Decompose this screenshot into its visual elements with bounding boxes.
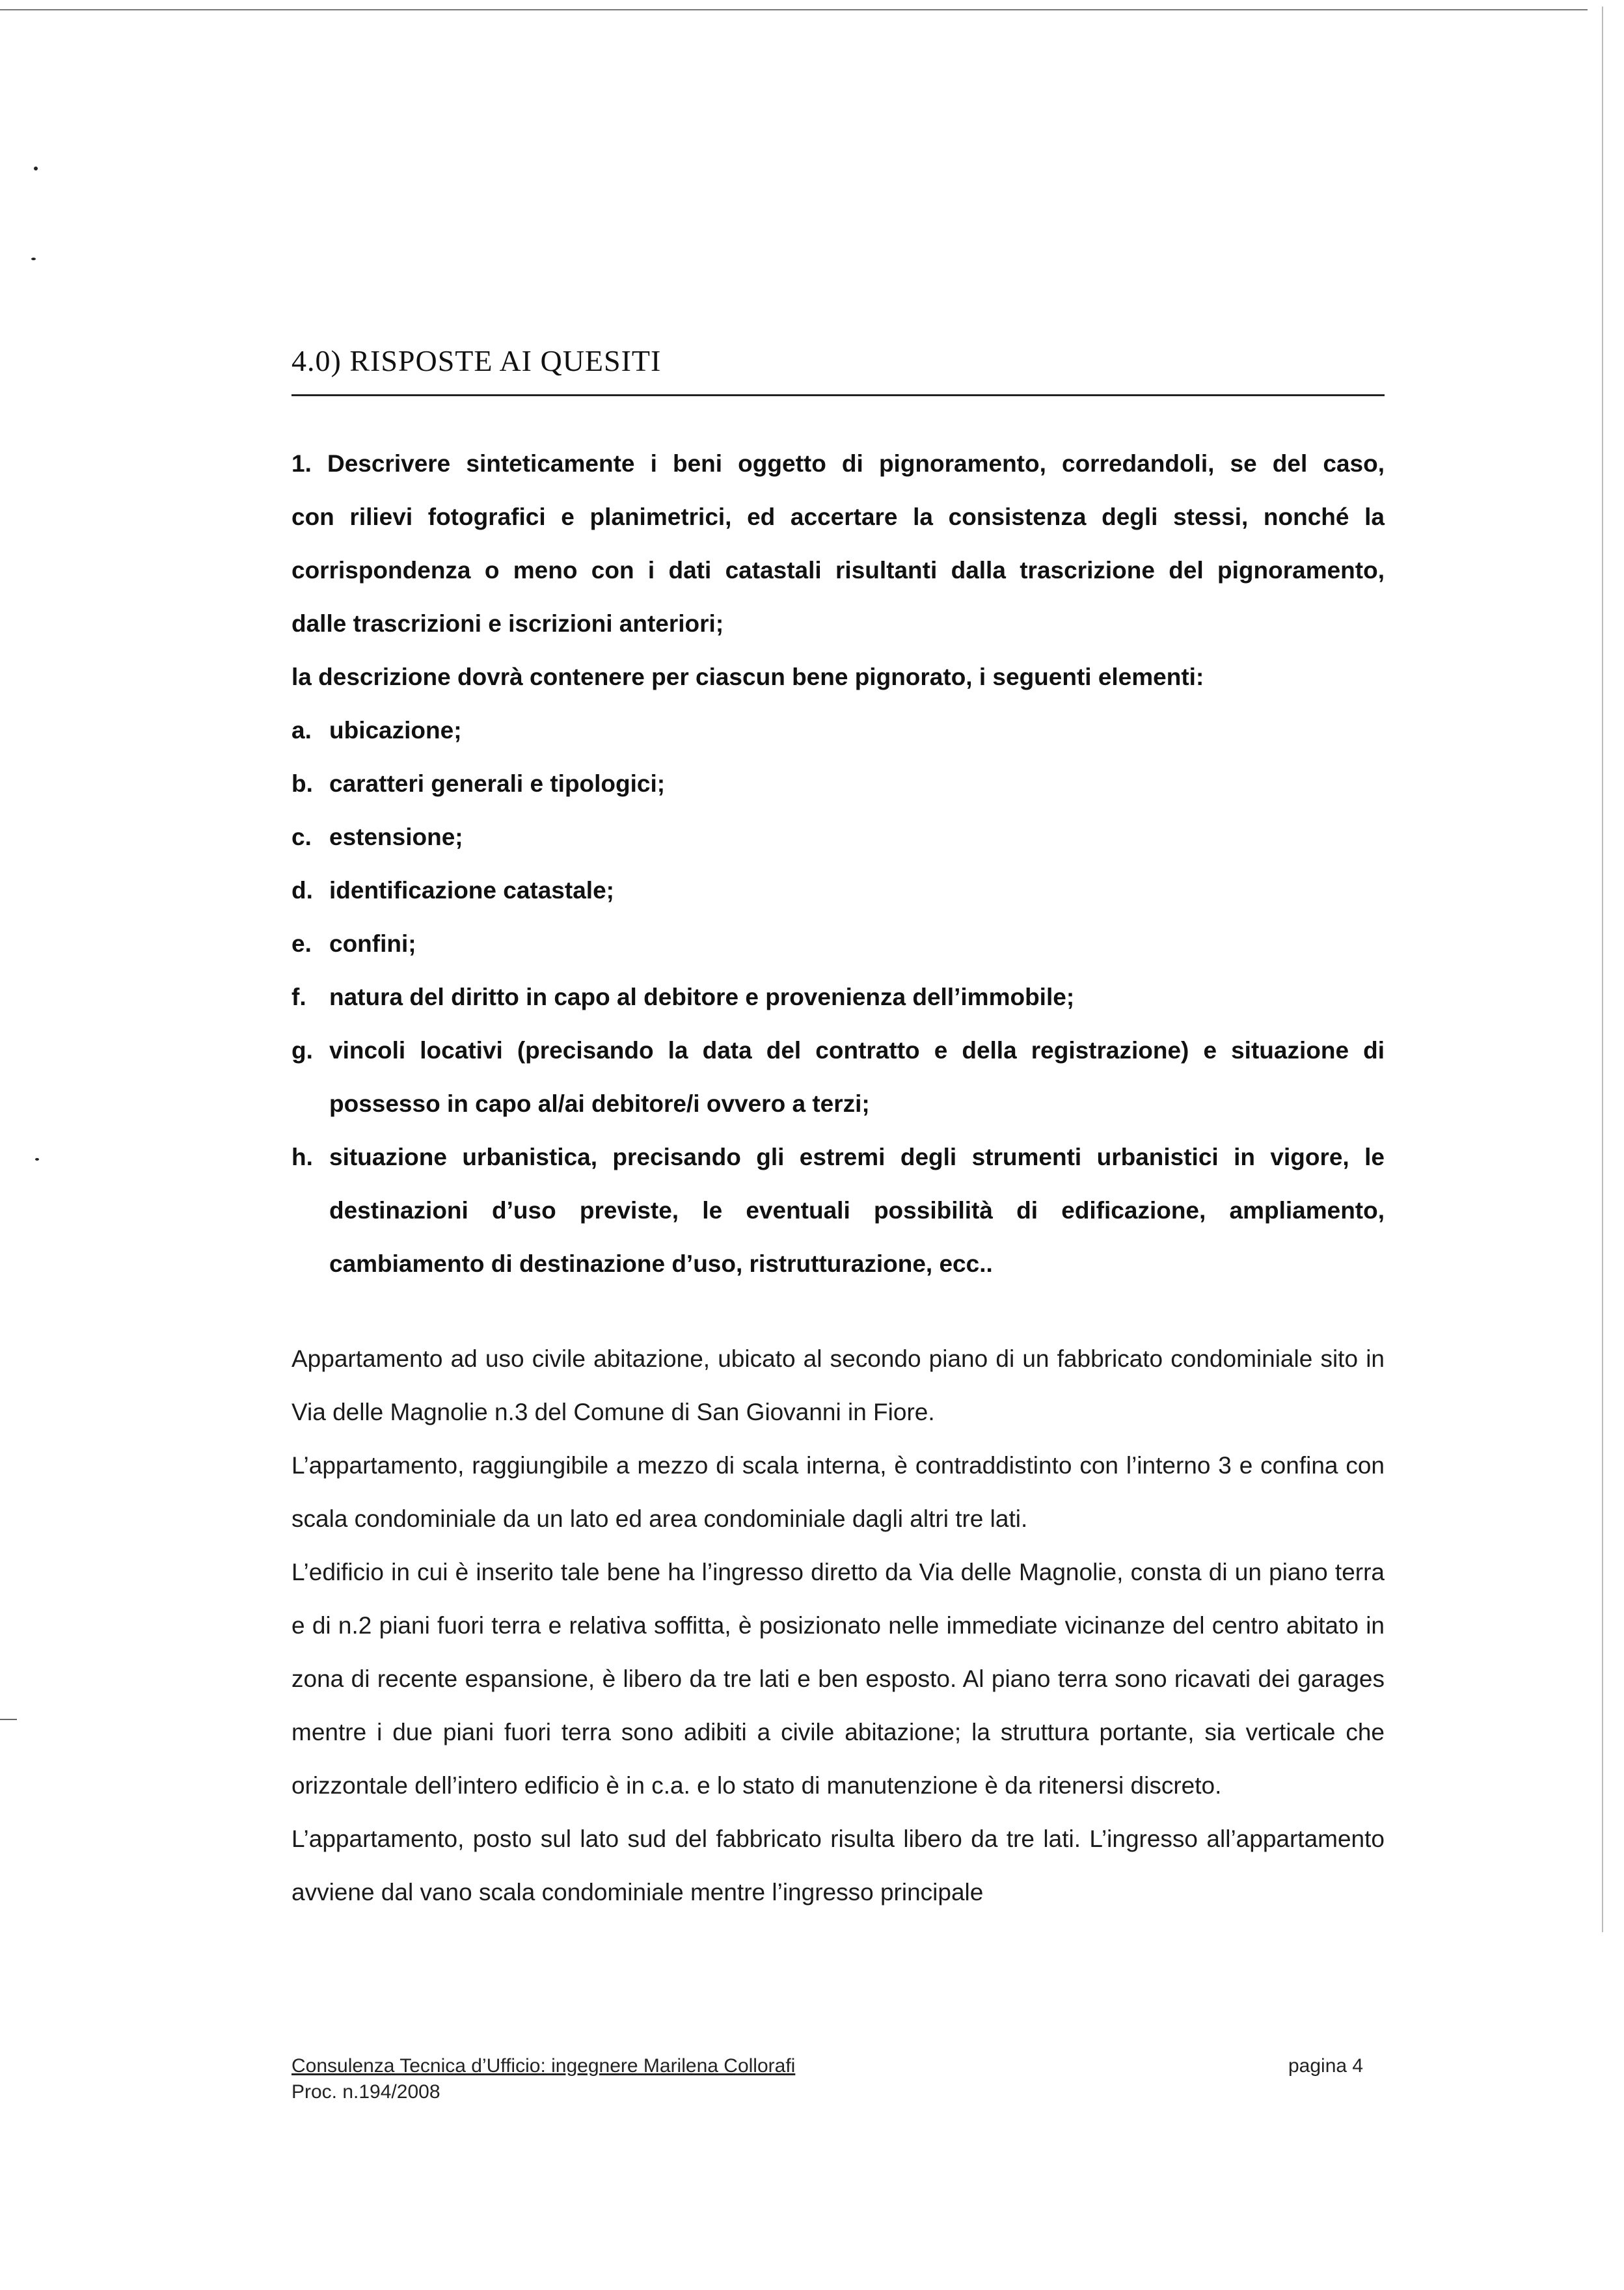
list-item-text: identificazione catastale; [329,877,614,904]
question-line: 1. Descrivere sinteticamente i beni oggetto di pignoramento, corredandoli, se del caso, [291,450,1385,477]
question-block [291,437,1385,1291]
page-number: pagina 4 [1288,2055,1364,2077]
list-item-text: situazione urbanistica, precisando gli estremi degli strumenti urbanistici in vigore, le destinazioni d’uso previste, le eventuali possibilità di edificazione, ampliamento, cambiamento di destinazione d’uso, ristrutturazione, ecc.. [329,1144,1385,1277]
list-item-letter: f. [291,984,306,1010]
list-item-letter: h. [291,1144,313,1170]
scan-speck [34,167,38,170]
footer-author: Consulenza Tecnica d’Ufficio: ingegnere Marilena Collorafi [291,2055,796,2077]
list-item-letter: b. [291,770,313,797]
list-item-text: caratteri generali e tipologici; [329,770,666,797]
answer-paragraph: L’appartamento, raggiungibile a mezzo di scala interna, è contraddistinto con l’interno 3 e confina con scala condominiale da un lato ed area condominiale dagli altri tre lati. [291,1452,1385,1532]
scan-speck [35,1158,39,1161]
scan-speck [31,258,36,260]
question-lead: la descrizione dovrà contenere per ciascun bene pignorato, i seguenti elementi: [291,664,1204,690]
list-item [291,917,1385,971]
list-item-letter: d. [291,877,313,904]
requirements-list [291,704,1385,1291]
list-item-letter: a. [291,717,312,744]
heading-underline [291,394,1385,396]
footer-proc-number: Proc. n.194/2008 [291,2081,440,2103]
answer-paragraph: L’appartamento, posto sul lato sud del fabbricato risulta libero da tre lati. L’ingresso all’appartamento avviene dal vano scala condominiale mentre l’ingresso principale [291,1825,1385,1906]
list-item-letter: g. [291,1037,313,1064]
list-item [291,811,1385,864]
question-line: corrispondenza o meno con i dati catastali risultanti dalla trascrizione del pignoramento, [291,557,1385,584]
list-item [291,864,1385,917]
list-item [291,971,1385,1024]
list-item [291,757,1385,811]
page-footer [291,2053,795,2105]
list-item-letter: e. [291,930,312,957]
answer-paragraph: L’edificio in cui è inserito tale bene ha l’ingresso diretto da Via delle Magnolie, consta di un piano terra e di n.2 piani fuori terra e relativa soffitta, è posizionato nelle immediate vicinanze del centro abitato in zona di recente espansione, è libero da tre lati e ben esposto. Al piano terra sono ricavati dei garages mentre i due piani fuori terra sono adibiti a civile abitazione; la struttura portante, sia verticale che orizzontale dell’intero edificio è in c.a. e lo stato di manutenzione è da ritenersi discreto. [291,1559,1385,1799]
list-item-text: vincoli locativi (precisando la data del contratto e della registrazione) e situazione di possesso in capo al/ai debitore/i ovvero a terzi; [329,1037,1385,1117]
answer-paragraph: Appartamento ad uso civile abitazione, ubicato al secondo piano di un fabbricato condominiale sito in Via delle Magnolie n.3 del Comune di San Giovanni in Fiore. [291,1345,1385,1425]
answer-block [291,1332,1385,1919]
list-item-text: natura del diritto in capo al debitore e provenienza dell’immobile; [329,984,1075,1010]
list-item-text: ubicazione; [329,717,462,744]
scan-top-border [0,9,1588,10]
scan-right-border [1602,7,1603,1932]
list-item-text: confini; [329,930,416,957]
question-line: con rilievi fotografici e planimetrici, ed accertare la consistenza degli stessi, nonché la [291,504,1385,530]
list-item [291,704,1385,757]
list-item-text: estensione; [329,824,463,850]
list-item [291,1024,1385,1131]
section-heading: 4.0) RISPOSTE AI QUESITI [291,344,662,377]
list-item-letter: c. [291,824,312,850]
question-line: dalle trascrizioni e iscrizioni anteriori; [291,610,724,637]
list-item [291,1131,1385,1291]
scan-speck [0,1719,17,1720]
